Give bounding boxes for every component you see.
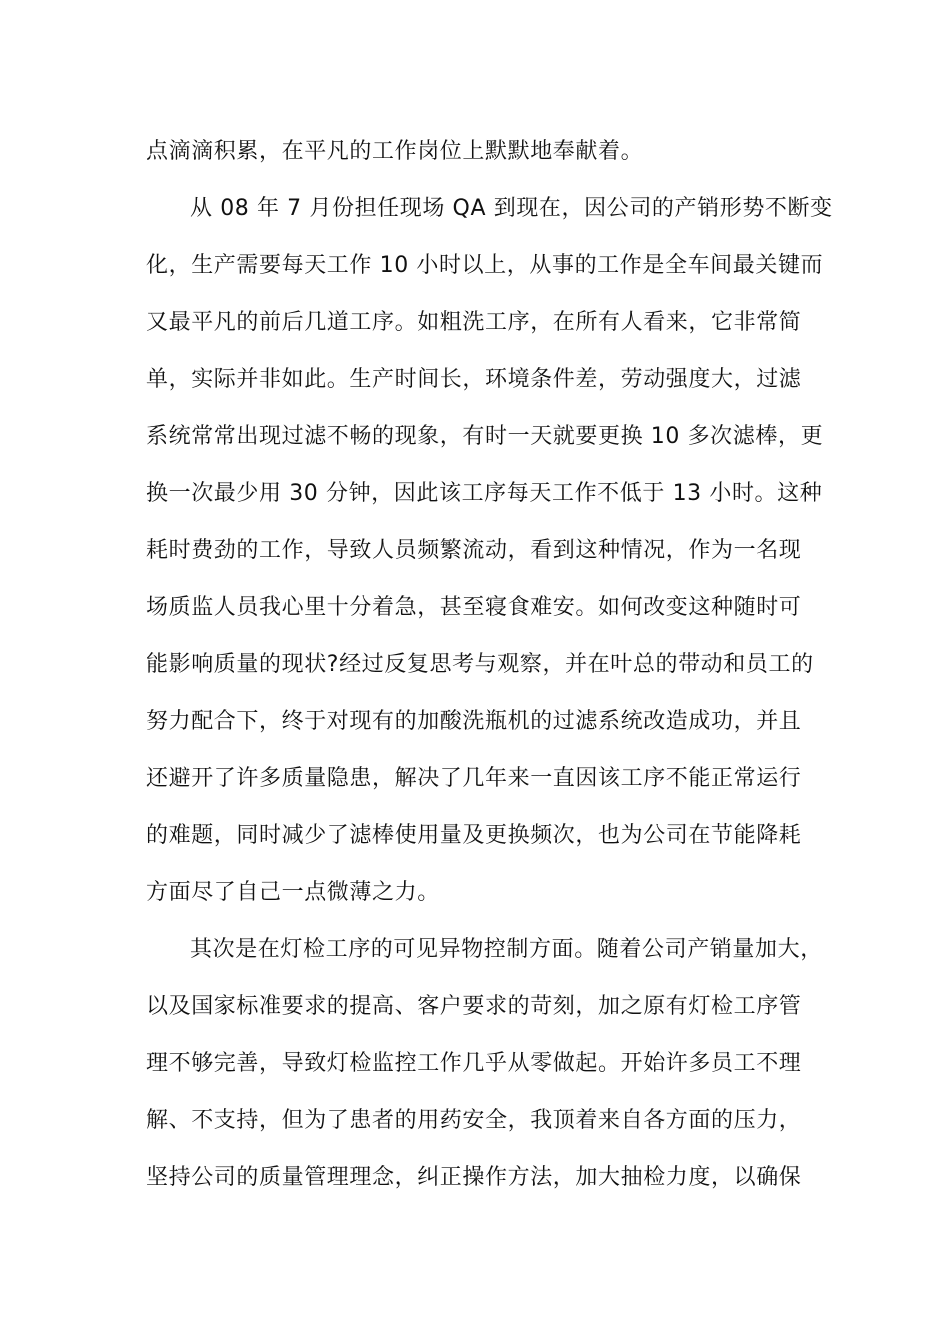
text-line: 以及国家标准要求的提高、客户要求的苛刻，加之原有灯检工序管 (146, 994, 802, 1019)
paragraph-first-line: 其次是在灯检工序的可见异物控制方面。随着公司产销量加大， (190, 937, 823, 962)
text-line: 解、不支持，但为了患者的用药安全，我顶着来自各方面的压力， (146, 1108, 802, 1133)
text-line: 还避开了许多质量隐患，解决了几年来一直因该工序不能正常运行 (146, 766, 802, 791)
text-line: 化，生产需要每天工作 10 小时以上，从事的工作是全车间最关键而 (146, 253, 824, 278)
text-line: 换一次最少用 30 分钟，因此该工序每天工作不低于 13 小时。这种 (146, 481, 823, 506)
text-line: 耗时费劲的工作，导致人员频繁流动，看到这种情况，作为一名现 (146, 538, 802, 563)
text-line: 系统常常出现过滤不畅的现象，有时一天就要更换 10 多次滤棒，更 (146, 424, 824, 449)
text-line: 场质监人员我心里十分着急，甚至寝食难安。如何改变这种随时可 (146, 595, 802, 620)
text-line: 坚持公司的质量管理理念，纠正操作方法，加大抽检力度，以确保 (146, 1165, 802, 1190)
text-line: 理不够完善，导致灯检监控工作几乎从零做起。开始许多员工不理 (146, 1051, 802, 1076)
text-line: 又最平凡的前后几道工序。如粗洗工序，在所有人看来，它非常简 (146, 310, 802, 335)
text-line: 努力配合下，终于对现有的加酸洗瓶机的过滤系统改造成功，并且 (146, 709, 802, 734)
text-line: 能影响质量的现状?经过反复思考与观察，并在叶总的带动和员工的 (146, 652, 814, 677)
text-line: 方面尽了自己一点微薄之力。 (146, 880, 440, 905)
text-line: 单，实际并非如此。生产时间长，环境条件差，劳动强度大，过滤 (146, 367, 802, 392)
paragraph-first-line: 从 08 年 7 月份担任现场 QA 到现在，因公司的产销形势不断变 (190, 196, 833, 221)
text-line: 点滴滴积累，在平凡的工作岗位上默默地奉献着。 (146, 139, 644, 164)
text-line: 的难题，同时减少了滤棒使用量及更换频次，也为公司在节能降耗 (146, 823, 802, 848)
